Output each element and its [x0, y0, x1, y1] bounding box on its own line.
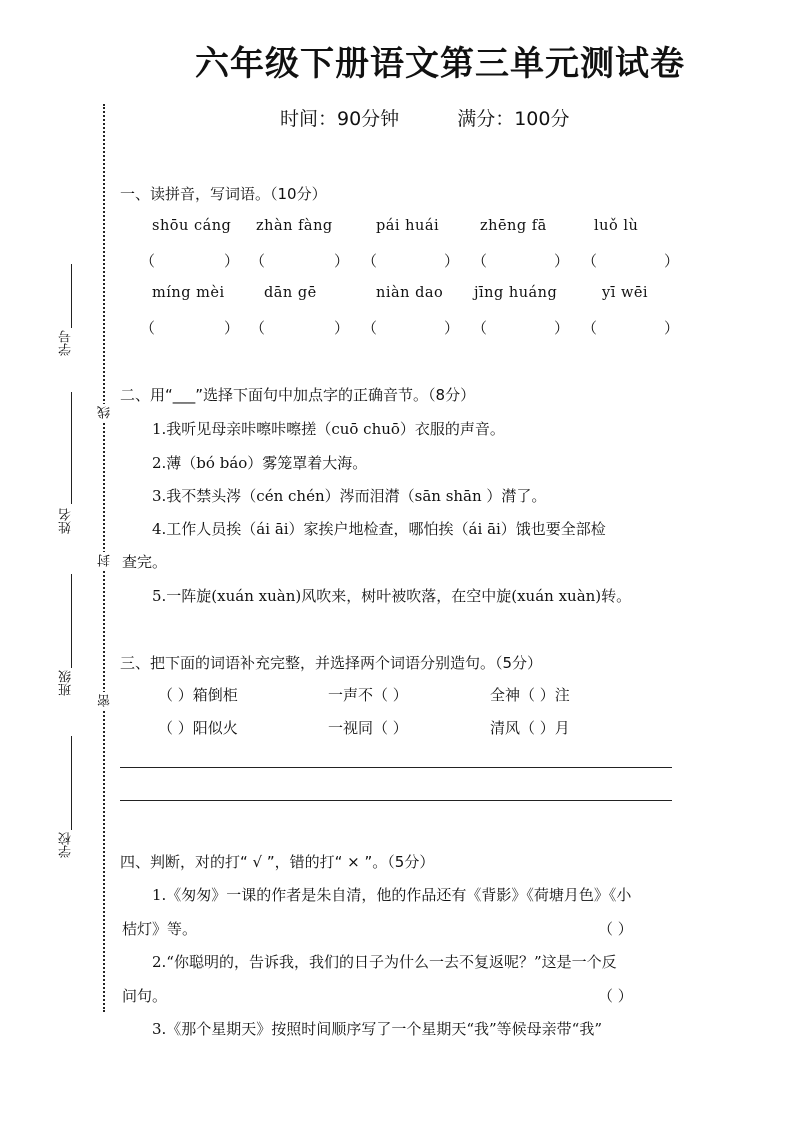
- school-label: 学校: [59, 832, 74, 858]
- answer-close-paren[interactable]: ）: [664, 319, 680, 337]
- pinyin-item: pái huái: [376, 218, 440, 234]
- time-limit: 时间：90分钟: [280, 108, 400, 130]
- answer-open-paren: （: [582, 319, 598, 337]
- section1-heading: 一、读拼音，写词语。（10分）: [120, 185, 327, 203]
- idiom-blank[interactable]: （ ）箱倒柜: [158, 686, 238, 704]
- question-item-continued: 查完。: [122, 553, 168, 571]
- answer-close-paren[interactable]: ）: [334, 252, 350, 270]
- answer-open-paren: （: [362, 319, 378, 337]
- answer-open-paren: （: [140, 319, 156, 337]
- section2-heading: 二、用“___”选择下面句中加点字的正确音节。（8分）: [120, 386, 476, 404]
- class-label: 班级: [59, 670, 74, 696]
- pinyin-item: yī wēi: [602, 285, 649, 301]
- name-field[interactable]: [71, 392, 72, 504]
- seal-char-line: 线: [98, 406, 113, 419]
- answer-close-paren[interactable]: ）: [554, 252, 570, 270]
- school-field[interactable]: [71, 736, 72, 830]
- student-id-label: 学号: [59, 330, 74, 356]
- question-item: 1.我听见母亲咔嚓咔嚓搓（cuō chuō）衣服的声音。: [152, 420, 505, 438]
- idiom-blank[interactable]: 一视同（ ）: [328, 719, 408, 737]
- answer-close-paren[interactable]: ）: [664, 252, 680, 270]
- answer-open-paren: （: [140, 252, 156, 270]
- student-id-field[interactable]: [71, 264, 72, 328]
- answer-close-paren[interactable]: ）: [444, 252, 460, 270]
- section3-heading: 三、把下面的词语补充完整，并选择两个词语分别造句。（5分）: [120, 654, 543, 672]
- answer-open-paren: （: [472, 252, 488, 270]
- judge-item-1: 1.《匆匆》一课的作者是朱自清，他的作品还有《背影》《荷塘月色》《小: [152, 886, 632, 904]
- answer-open-paren: （: [362, 252, 378, 270]
- answer-close-paren[interactable]: ）: [224, 319, 240, 337]
- page-title: 六年级下册语文第三单元测试卷: [195, 44, 685, 84]
- pinyin-item: dān gē: [264, 285, 317, 301]
- pinyin-item: jīng huáng: [474, 285, 558, 301]
- question-item: 5.一阵旋(xuán xuàn)风吹来，树叶被吹落，在空中旋(xuán xuàn)转。: [152, 587, 632, 605]
- idiom-blank[interactable]: 清风（ ）月: [490, 719, 570, 737]
- sentence-answer-line[interactable]: [120, 767, 672, 768]
- judge-answer-paren[interactable]: （ ）: [598, 920, 633, 938]
- pinyin-item: niàn dao: [376, 285, 444, 301]
- section4-heading: 四、判断，对的打“ √ ”，错的打“ × ”。（5分）: [120, 853, 435, 871]
- answer-close-paren[interactable]: ）: [554, 319, 570, 337]
- idiom-blank[interactable]: 一声不（ ）: [328, 686, 408, 704]
- judge-item-2: 2.“你聪明的，告诉我，我们的日子为什么一去不复返呢？”这是一个反: [152, 953, 617, 971]
- seal-char-secret: 密: [98, 694, 113, 707]
- judge-item-1-continued: 桔灯》等。: [122, 920, 198, 938]
- answer-close-paren[interactable]: ）: [224, 252, 240, 270]
- judge-item-3: 3.《那个星期天》按照时间顺序写了一个星期天“我”等候母亲带“我”: [152, 1020, 602, 1038]
- judge-answer-paren[interactable]: （ ）: [598, 987, 633, 1005]
- answer-open-paren: （: [582, 252, 598, 270]
- judge-item-2-continued: 问句。: [122, 987, 168, 1005]
- pinyin-item: luǒ lù: [594, 218, 639, 234]
- question-item: 3.我不禁头涔（cén chén）涔而泪潸（sān shān ）潸了。: [152, 487, 547, 505]
- sentence-answer-line[interactable]: [120, 800, 672, 801]
- seal-char-seal: 封: [98, 554, 113, 567]
- answer-close-paren[interactable]: ）: [444, 319, 460, 337]
- pinyin-item: zhàn fàng: [256, 218, 333, 234]
- pinyin-item: shōu cáng: [152, 218, 232, 234]
- pinyin-item: míng mèi: [152, 285, 225, 301]
- answer-open-paren: （: [250, 252, 266, 270]
- exam-info: [280, 104, 569, 131]
- question-item: 4.工作人员挨（ái āi）家挨户地检查，哪怕挨（ái āi）饿也要全部检: [152, 520, 606, 538]
- question-item: 2.薄（bó báo）雾笼罩着大海。: [152, 454, 368, 472]
- pinyin-item: zhēng fā: [480, 218, 547, 234]
- name-label: 姓名: [59, 508, 74, 534]
- answer-close-paren[interactable]: ）: [334, 319, 350, 337]
- class-field[interactable]: [71, 574, 72, 668]
- answer-open-paren: （: [250, 319, 266, 337]
- idiom-blank[interactable]: 全神（ ）注: [490, 686, 570, 704]
- answer-open-paren: （: [472, 319, 488, 337]
- full-score: 满分：100分: [457, 108, 570, 130]
- idiom-blank[interactable]: （ ）阳似火: [158, 719, 238, 737]
